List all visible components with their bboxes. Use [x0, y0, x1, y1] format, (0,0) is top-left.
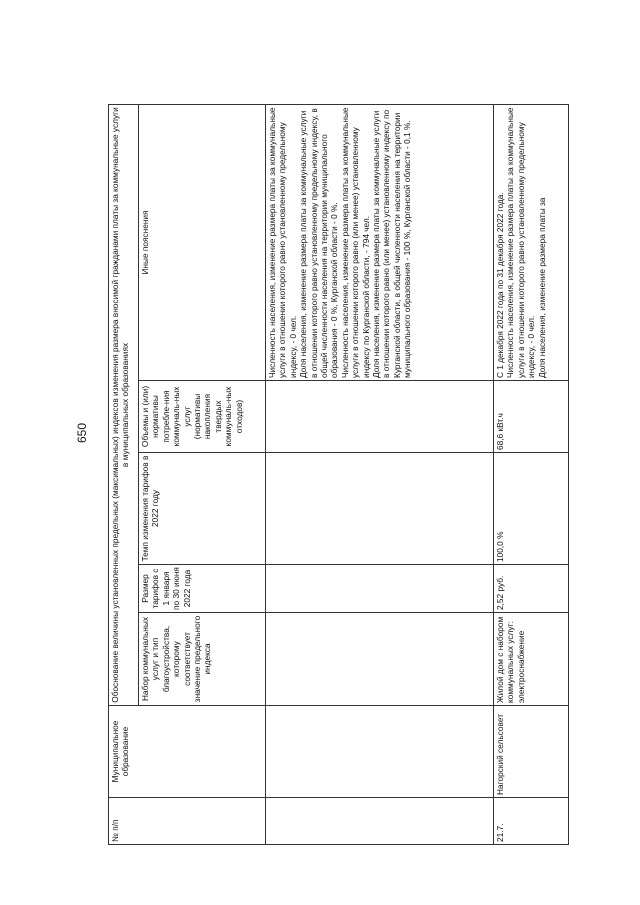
continued-notes: Численность населения, изменение размера платы за коммунальные услуги в отношении которого равно установленному предельному индексу, - 0 чел. Доля населения, изменение размера платы за коммунальные услуги в отношении которого равно установленному предельному индексу, в общей численности населения на территории муниципального образования - 0 %, Курганской области - 0 %. Численность населения, изменение размера платы за коммунальные услуги в отношении которого равно (или менее) установленному индексу по Курганской области, - 794 чел. Доля населения, изменение размера платы за коммунальные услуги в отношении которого равно (или менее) установленному индексу по Курганской области, в общей численности населения на территории муниципального образования - 100 %, Курганской области - 0,1 %. [266, 104, 494, 380]
row-services: Жилой дом с набором коммунальных услуг: электроснабжение [494, 613, 569, 706]
row-tariff: 2,52 руб. [494, 565, 569, 613]
table-row [494, 104, 569, 844]
header-num: № п/п [109, 798, 266, 845]
row-municipality: Нагорский сельсовет [494, 706, 569, 798]
header-group: Обоснование величины установленных предельных (максимальных) индексов изменения размера вносимой гражданами платы за коммунальные услуги в муниципальных образованиях [109, 104, 139, 705]
header-tariff: Размер тарифов с 1 января по 30 июня 2022 года [139, 565, 266, 613]
header-notes: Иные пояснения [139, 104, 266, 380]
row-num: 21.7. [494, 798, 569, 845]
cell-empty [266, 613, 494, 706]
cell-empty [266, 565, 494, 613]
row-tariff-rate: 100,0 % [494, 453, 569, 565]
cell-empty [266, 798, 494, 845]
cell-empty [266, 453, 494, 565]
header-services: Набор коммунальных услуг и тип благоустройства, которому соответствует значение предельного индекса [139, 613, 266, 706]
header-tariff-rate: Темп изменения тарифов в 2022 году [139, 453, 266, 565]
tariff-table [108, 104, 569, 845]
header-municipality: Муниципальное образование [109, 706, 266, 798]
header-volumes: Объемы и (или) нормативы потребле-ния коммуналь-ных услуг (нормативы накопления твердых коммуналь-ных отходов) [139, 381, 266, 453]
row-notes: С 1 декабря 2022 года по 31 декабря 2022 года. Численность населения, изменение размера платы за коммунальные услуги в отношении которого равно установленному предельному индексу, - 0 чел. Доля населения, изменение размера платы за [494, 104, 569, 380]
cell-empty [266, 706, 494, 798]
page-number: 650 [75, 422, 89, 443]
rotated-page [0, 105, 547, 845]
row-volume: 68,6 кВт.ч [494, 381, 569, 453]
cell-empty [266, 381, 494, 453]
table-row-continued [266, 104, 494, 844]
